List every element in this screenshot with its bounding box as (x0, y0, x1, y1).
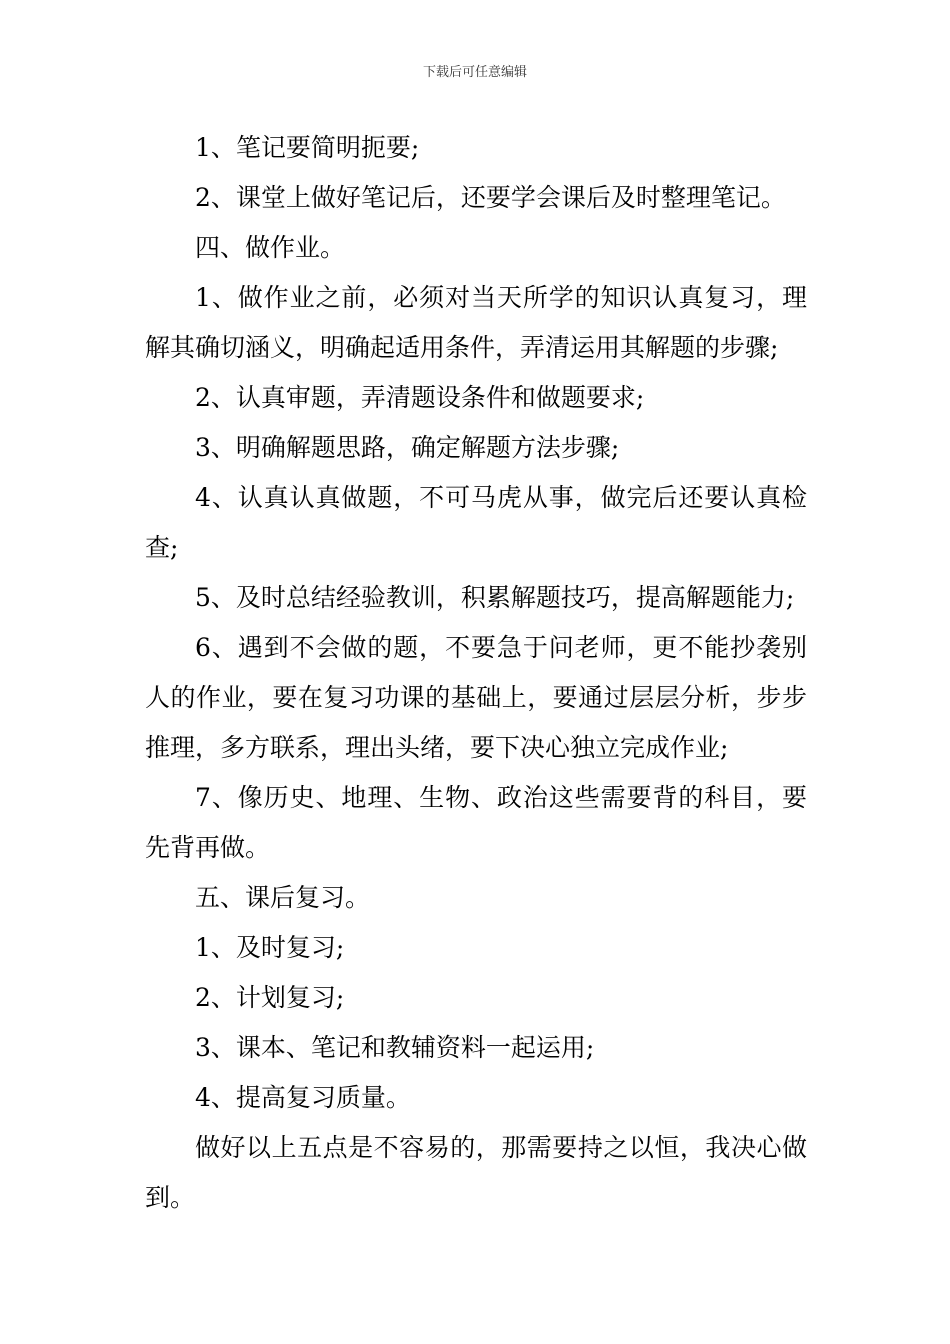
paragraph-review-quality: 4、提高复习质量。 (195, 1083, 411, 1112)
paragraph-homework-independent: 6、遇到不会做的题，不要急于问老师，更不能抄袭别人的作业，要在复习功课的基础上，要通过层层分析，步步推理，多方联系，理出头绪，要下决心独立完成作业; (145, 633, 807, 762)
paragraph-notes-concise: 1、笔记要简明扼要; (195, 133, 420, 162)
paragraph-conclusion: 做好以上五点是不容易的，那需要持之以恒，我决心做到。 (145, 1133, 807, 1212)
document-body (145, 123, 807, 1223)
paragraph-homework-careful: 4、认真认真做题，不可马虎从事，做完后还要认真检查; (145, 483, 807, 562)
page-header-note: 下载后可任意编辑 (422, 65, 527, 80)
paragraph-homework-summarize: 5、及时总结经验教训，积累解题技巧，提高解题能力; (195, 583, 795, 612)
paragraph-homework-read-question: 2、认真审题，弄清题设条件和做题要求; (195, 383, 645, 412)
paragraph-review-materials: 3、课本、笔记和教辅资料一起运用; (195, 1033, 595, 1062)
paragraph-homework-memorize: 7、像历史、地理、生物、政治这些需要背的科目，要先背再做。 (145, 783, 807, 862)
section-heading-review: 五、课后复习。 (195, 883, 371, 912)
paragraph-homework-review-first: 1、做作业之前，必须对当天所学的知识认真复习，理解其确切涵义，明确起适用条件，弄清运用其解题的步骤; (145, 283, 807, 362)
paragraph-homework-approach: 3、明确解题思路，确定解题方法步骤; (195, 433, 620, 462)
section-heading-homework: 四、做作业。 (195, 233, 346, 262)
paragraph-review-timely: 1、及时复习; (195, 933, 345, 962)
paragraph-review-plan: 2、计划复习; (195, 983, 345, 1012)
paragraph-notes-organize: 2、课堂上做好笔记后，还要学会课后及时整理笔记。 (195, 183, 786, 212)
